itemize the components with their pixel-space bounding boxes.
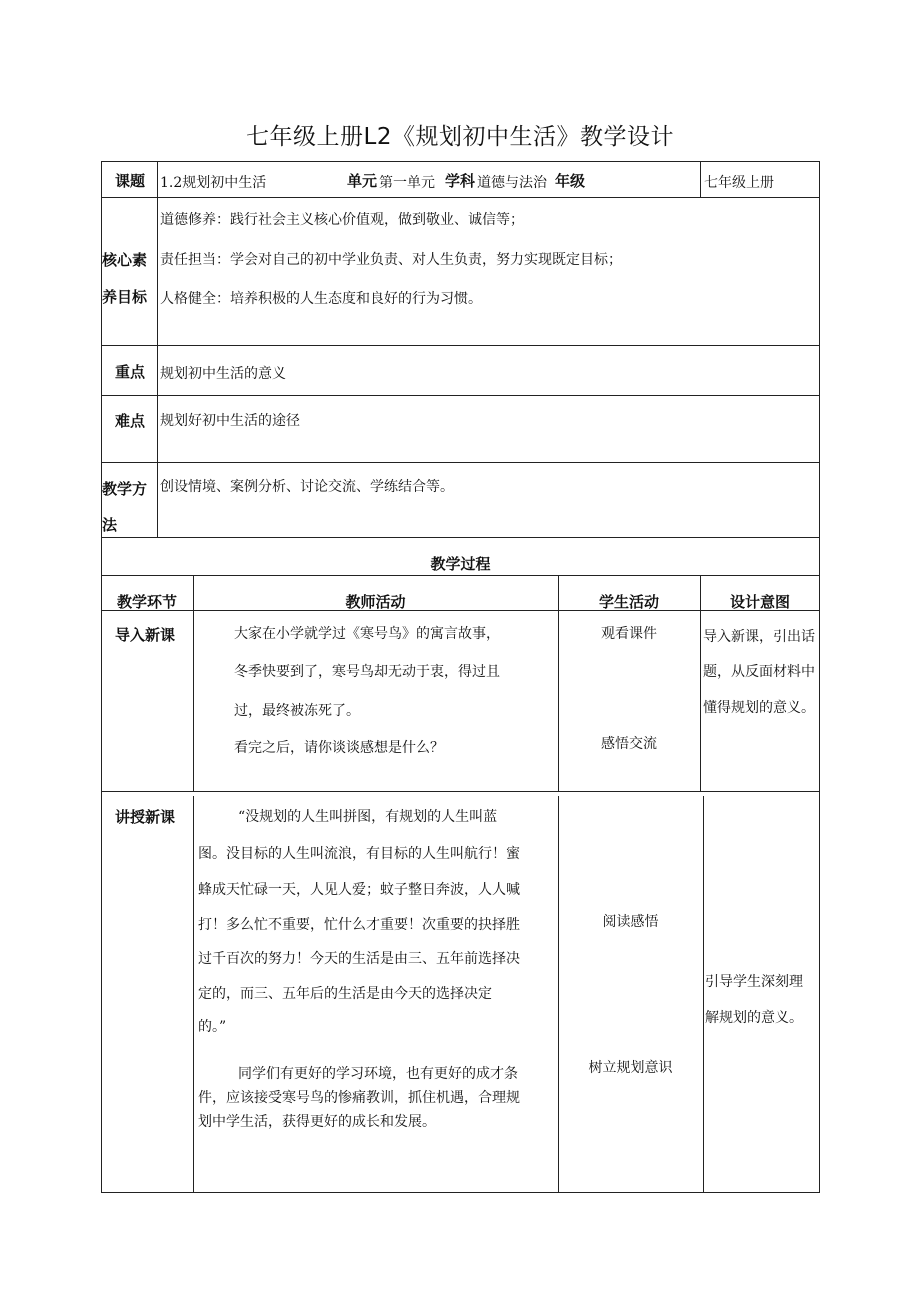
- grade-value: 七年级上册: [704, 175, 774, 191]
- core-goal-item: 道德修养：践行社会主义核心价值观，做到敬业、诚信等；: [160, 212, 524, 228]
- lecture-design-line: 解规划的意义。: [705, 1010, 803, 1026]
- key-point-value: 规划初中生活的意义: [160, 366, 286, 382]
- lecture-quote-line: 的。”: [198, 1019, 227, 1035]
- difficulty-value: 规划好初中生活的途径: [160, 413, 300, 429]
- grade-label: 年级: [555, 172, 586, 190]
- subject-value: 道德与法治: [477, 175, 547, 191]
- lecture-design-line: 引导学生深刻理: [705, 974, 803, 990]
- key-point-label: 重点: [115, 363, 146, 381]
- header-student: 学生活动: [598, 593, 659, 611]
- lecture-student-activity: 阅读感悟: [602, 914, 659, 930]
- method-value: 创设情境、案例分析、讨论交流、学练结合等。: [160, 479, 454, 495]
- lecture-note-line: 件，应该接受寒号鸟的惨痛教训，抓住机遇，合理规: [198, 1090, 520, 1106]
- intro-student-activity: 观看课件: [601, 626, 657, 642]
- intro-teacher-line: 过，最终被冻死了。: [234, 703, 360, 719]
- core-goal-item: 责任担当：学会对自己的初中学业负责、对人生负责，努力实现既定目标；: [160, 252, 622, 268]
- header-teacher: 教师活动: [345, 593, 406, 611]
- difficulty-label: 难点: [115, 412, 146, 430]
- document-title: 七年级上册L2《规划初中生活》教学设计: [246, 124, 674, 150]
- method-label-2: 法: [102, 516, 118, 534]
- lecture-quote-line: 图。没目标的人生叫流浪，有目标的人生叫航行！蜜: [198, 846, 520, 862]
- header-design: 设计意图: [729, 593, 790, 611]
- topic-label: 课题: [115, 172, 146, 190]
- core-goals-label-2: 养目标: [102, 288, 148, 306]
- lecture-stage: 讲授新课: [115, 808, 176, 826]
- unit-label: 单元: [347, 172, 378, 190]
- lecture-note-line: 同学们有更好的学习环境，也有更好的成才条: [238, 1066, 518, 1082]
- unit-value: 第一单元: [379, 175, 435, 191]
- lecture-quote-line: 打！多么忙不重要，忙什么才重要！次重要的抉择胜: [198, 917, 520, 933]
- subject-label: 学科: [445, 172, 476, 190]
- lecture-quote-line: 过千百次的努力！今天的生活是由三、五年前选择决: [198, 951, 520, 967]
- intro-student-activity: 感悟交流: [601, 736, 657, 752]
- intro-design-line: 题，从反面材料中: [703, 664, 815, 680]
- intro-teacher-line: 看完之后，请你谈谈感想是什么？: [234, 740, 444, 756]
- lecture-quote-line: 定的，而三、五年后的生活是由今天的选择决定: [198, 986, 492, 1002]
- topic-value: 1.2规划初中生活: [160, 175, 267, 191]
- lecture-student-activity: 树立规划意识: [588, 1060, 673, 1076]
- core-goals-label-1: 核心素: [102, 251, 148, 269]
- lecture-quote-line: “没规划的人生叫拼图，有规划的人生叫蓝: [238, 809, 498, 825]
- process-title: 教学过程: [430, 555, 491, 573]
- intro-stage: 导入新课: [115, 626, 176, 644]
- lecture-note-line: 划中学生活，获得更好的成长和发展。: [198, 1114, 436, 1130]
- core-goal-item: 人格健全：培养积极的人生态度和良好的行为习惯。: [160, 291, 482, 307]
- intro-design-line: 懂得规划的意义。: [703, 700, 815, 716]
- intro-teacher-line: 大家在小学就学过《寒号鸟》的寓言故事，: [234, 626, 500, 642]
- intro-teacher-line: 冬季快要到了，寒号鸟却无动于衷，得过且: [234, 664, 500, 680]
- intro-design-line: 导入新课，引出话: [703, 629, 815, 645]
- lecture-quote-line: 蜂成天忙碌一天，人见人爱；蚊子整日奔波，人人喊: [198, 882, 520, 898]
- header-stage: 教学环节: [116, 593, 177, 611]
- method-label-1: 教学方: [102, 480, 148, 498]
